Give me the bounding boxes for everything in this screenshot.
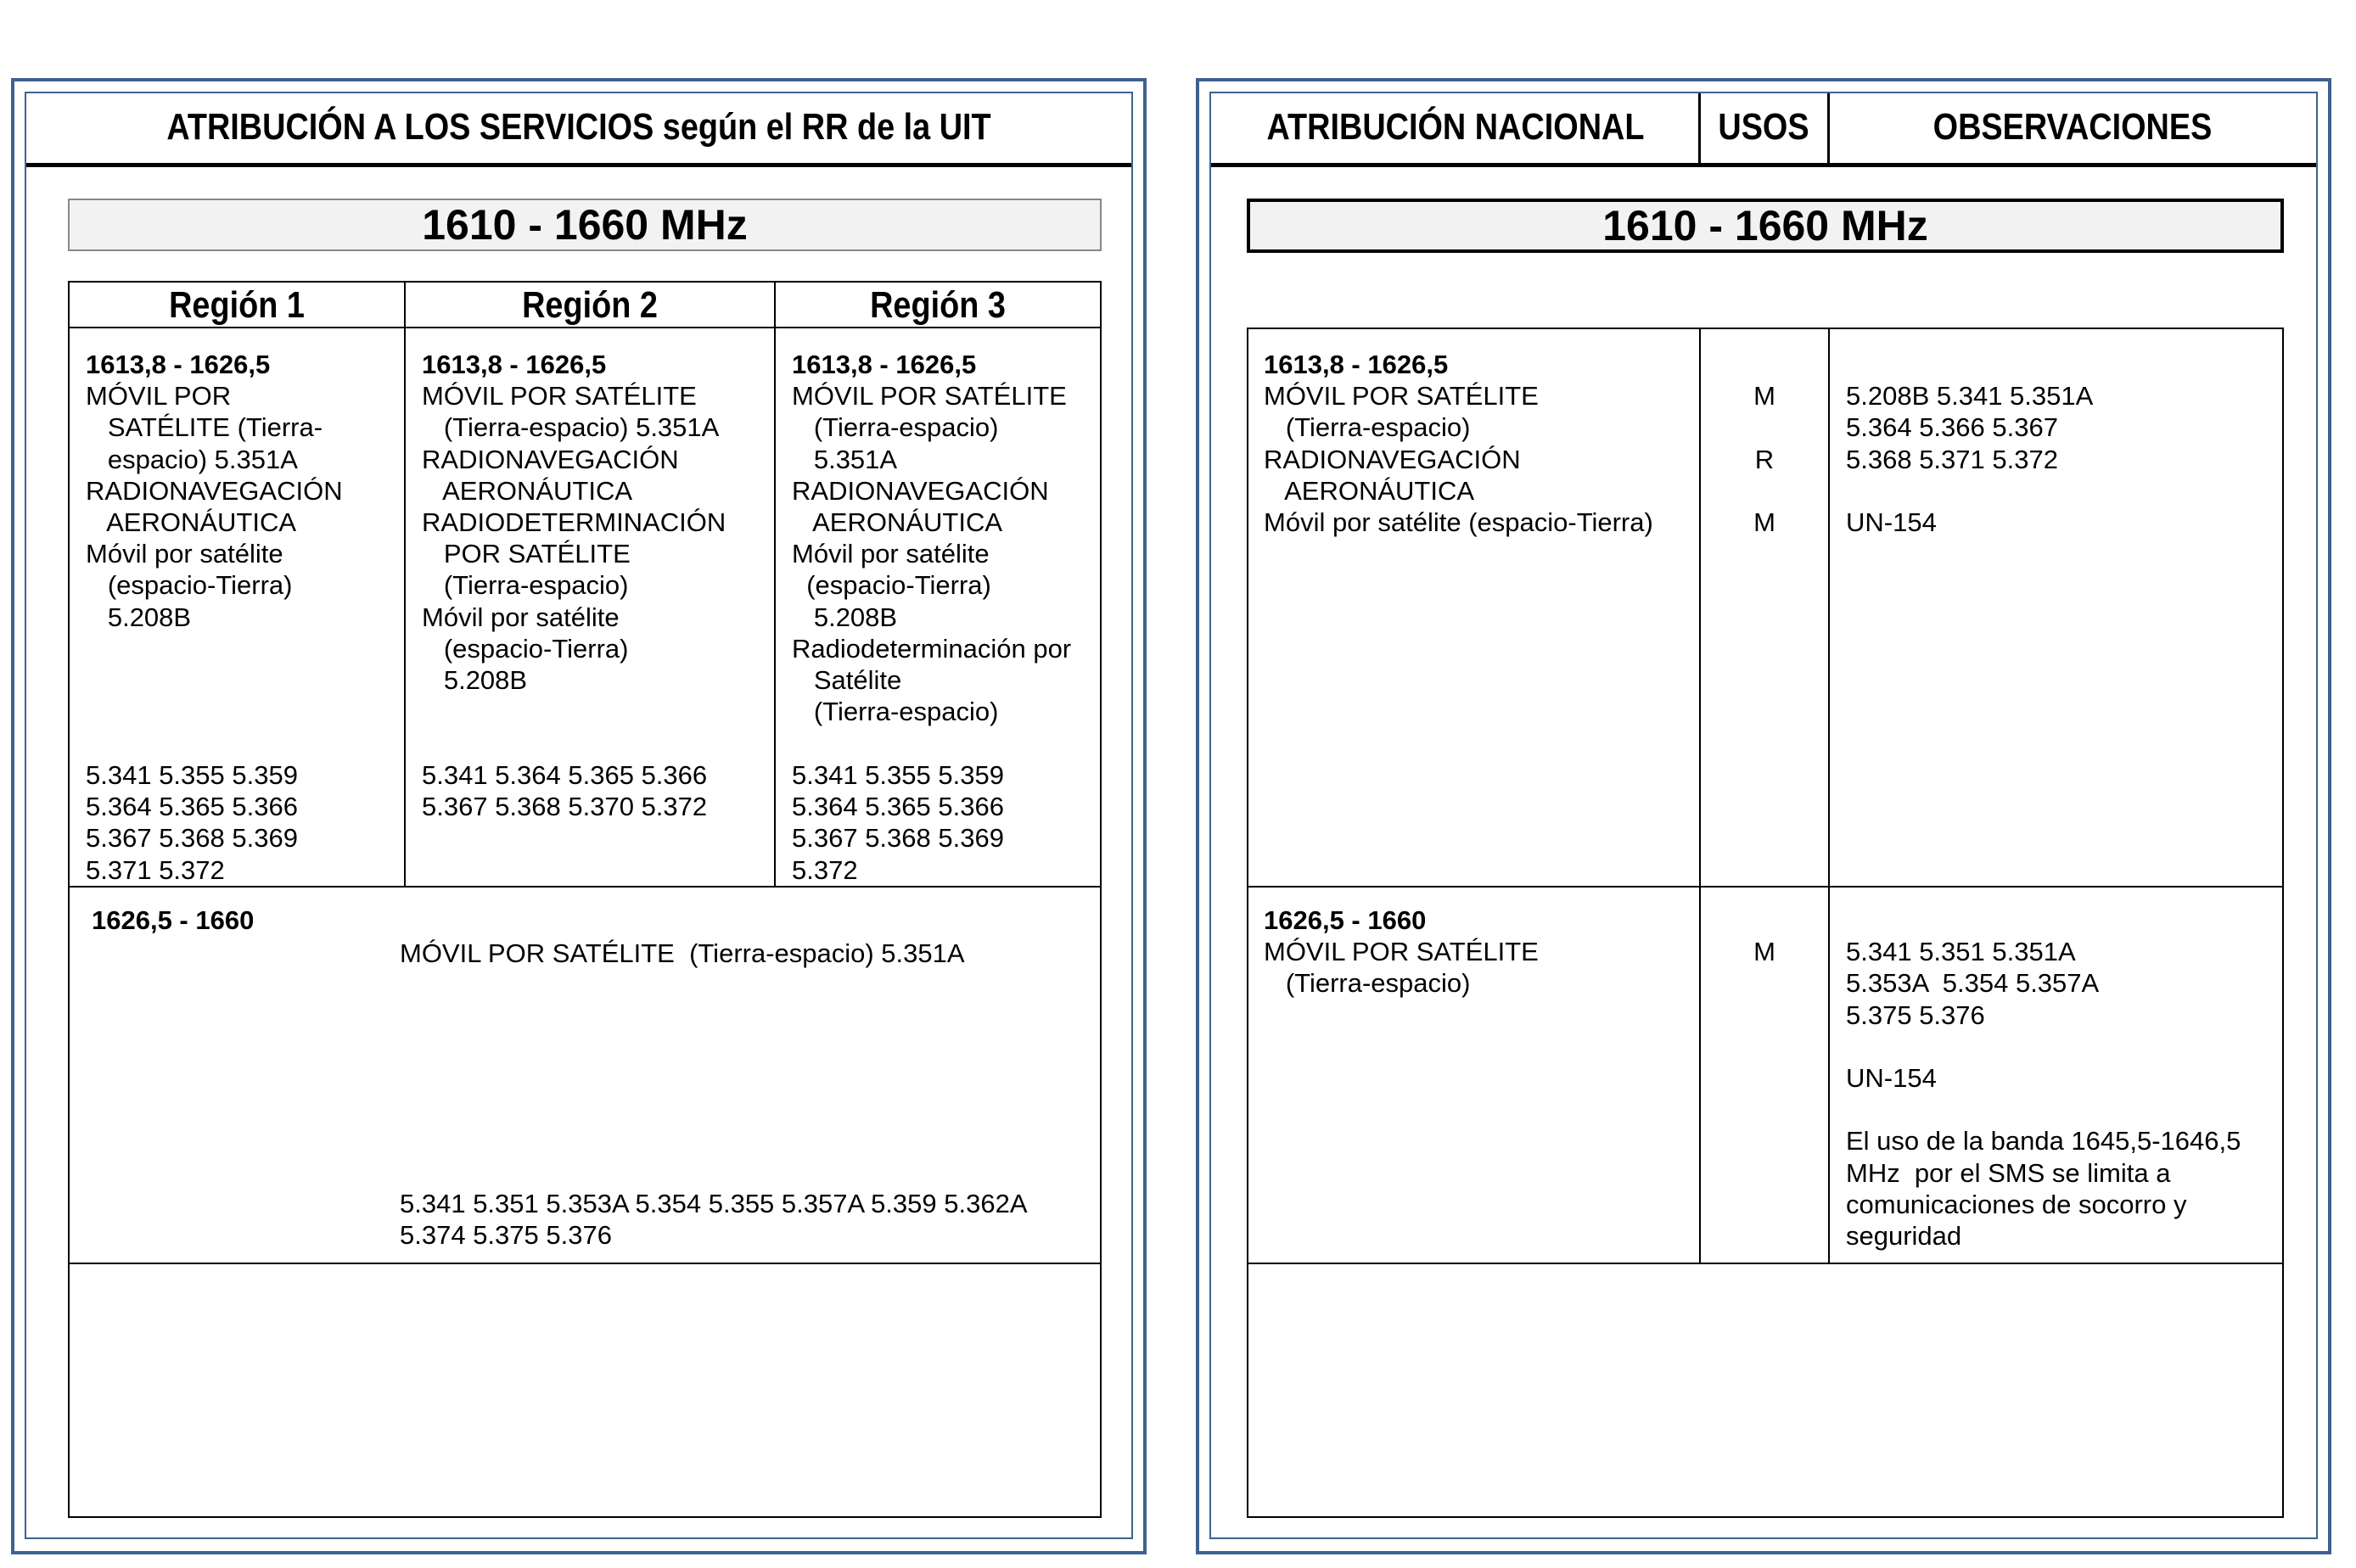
cell-line: 1613,8 - 1626,5: [86, 350, 271, 379]
cell-line: MÓVIL POR SATÉLITE: [792, 381, 1067, 412]
cell-line: 5.341 5.351 5.353A 5.354 5.355 5.357A 5.359 5.362A: [400, 1189, 1028, 1218]
right-header-rule: [1211, 163, 2316, 167]
cell-line: [1701, 349, 1828, 380]
cell-line: MÓVIL POR SATÉLITE: [422, 381, 697, 412]
cell-line: RADIODETERMINACIÓN: [422, 507, 726, 538]
cell-line: Satélite: [792, 665, 902, 696]
cell-line: 5.364 5.365 5.366: [792, 792, 1004, 822]
region-2-footnotes: [422, 759, 707, 822]
cell-line: 1613,8 - 1626,5: [422, 350, 607, 379]
cell-line: 5.353A 5.354 5.357A: [1846, 968, 2100, 999]
national-row1-attribution: [1264, 349, 1653, 538]
left-row-divider-2: [68, 1263, 1102, 1264]
cell-line: AERONÁUTICA: [422, 475, 633, 506]
national-row2-observaciones: [1846, 904, 2241, 1252]
cell-line: M: [1753, 937, 1775, 967]
right-header-divider-2: [1827, 93, 1830, 165]
cell-line: M: [1753, 381, 1775, 412]
cell-line: [1846, 904, 2241, 936]
cell-line: 5.208B: [422, 665, 528, 696]
left-col-divider-2: [774, 281, 776, 888]
cell-line: 1613,8 - 1626,5: [1264, 350, 1449, 379]
cell-line: RADIONAVEGACIÓN: [86, 475, 343, 506]
national-row2-attribution: [1264, 904, 1539, 1000]
left-table-header-line: [68, 327, 1102, 328]
left-row2-footnotes: [400, 1188, 1028, 1251]
region-3-footnotes: [792, 759, 1004, 886]
cell-line: MÓVIL POR: [86, 381, 232, 412]
cell-line: RADIONAVEGACIÓN: [1264, 444, 1521, 474]
right-row-divider-1: [1247, 886, 2284, 888]
cell-line: (espacio-Tierra): [792, 570, 991, 601]
cell-line: 5.208B: [792, 602, 898, 632]
cell-line: 5.367 5.368 5.369: [792, 823, 1004, 854]
right-row-divider-2: [1247, 1263, 2284, 1264]
cell-line: 5.208B: [86, 602, 192, 632]
cell-line: comunicaciones de socorro y: [1846, 1189, 2187, 1219]
region-2-services: [422, 349, 726, 696]
cell-line: 5.364 5.366 5.367: [1846, 412, 2058, 443]
cell-line: [1846, 475, 2093, 507]
cell-line: RADIONAVEGACIÓN: [792, 475, 1049, 506]
national-row1-usos: [1701, 349, 1828, 538]
cell-line: 5.367 5.368 5.370 5.372: [422, 792, 708, 822]
cell-line: (Tierra-espacio): [422, 570, 629, 601]
cell-line: SATÉLITE (Tierra-: [86, 412, 323, 443]
cell-line: 5.351A: [792, 444, 898, 474]
cell-line: seguridad: [1846, 1221, 1962, 1252]
cell-line: (Tierra-espacio) 5.351A: [422, 412, 720, 443]
cell-line: POR SATÉLITE: [422, 539, 631, 569]
cell-line: espacio) 5.351A: [86, 444, 298, 474]
cell-line: [1701, 412, 1828, 443]
left-col-divider-1: [404, 281, 406, 888]
cell-line: 5.371 5.372: [86, 854, 225, 885]
cell-line: (espacio-Tierra): [422, 633, 629, 664]
cell-line: 5.341 5.355 5.359: [86, 760, 298, 790]
right-header-national: ATRIBUCIÓN NACIONAL: [1266, 106, 1645, 148]
left-header-title: ATRIBUCIÓN A LOS SERVICIOS según el RR de la UIT: [166, 106, 991, 148]
right-header-divider-1: [1698, 93, 1701, 165]
cell-line: Móvil por satélite: [422, 602, 620, 632]
cell-line: 1626,5 - 1660: [1264, 905, 1427, 935]
right-header-observaciones: OBSERVACIONES: [1932, 106, 2213, 148]
cell-line: UN-154: [1846, 507, 1937, 538]
region-1-header: Región 1: [169, 284, 305, 326]
cell-line: R: [1754, 444, 1775, 474]
cell-line: Móvil por satélite: [86, 539, 283, 569]
cell-line: AERONÁUTICA: [86, 507, 297, 538]
cell-line: UN-154: [1846, 1063, 1937, 1094]
cell-line: MÓVIL POR SATÉLITE: [1264, 937, 1539, 967]
cell-line: MÓVIL POR SATÉLITE: [1264, 381, 1539, 412]
cell-line: AERONÁUTICA: [1264, 475, 1475, 506]
cell-line: MHz por el SMS se limita a: [1846, 1157, 2171, 1188]
cell-line: [1701, 475, 1828, 507]
cell-line: 5.341 5.364 5.365 5.366: [422, 760, 708, 790]
national-row2-usos: [1701, 904, 1828, 967]
cell-line: M: [1753, 507, 1775, 538]
cell-line: 5.341 5.355 5.359: [792, 760, 1004, 790]
cell-line: 5.375 5.376: [1846, 1000, 1985, 1030]
right-header-usos: USOS: [1718, 106, 1809, 148]
cell-line: 5.208B 5.341 5.351A: [1846, 381, 2094, 412]
cell-line: RADIONAVEGACIÓN: [422, 444, 679, 474]
cell-line: 5.368 5.371 5.372: [1846, 444, 2058, 474]
region-3-header: Región 3: [870, 284, 1006, 326]
cell-line: [1846, 349, 2093, 380]
national-row1-observaciones: [1846, 349, 2093, 538]
cell-line: AERONÁUTICA: [792, 507, 1003, 538]
region-1-services: [86, 349, 343, 633]
cell-line: (Tierra-espacio): [1264, 968, 1471, 999]
cell-line: (Tierra-espacio): [792, 697, 999, 727]
left-row2-range: 1626,5 - 1660: [92, 905, 255, 935]
cell-line: 5.367 5.368 5.369: [86, 823, 298, 854]
cell-line: 5.374 5.375 5.376: [400, 1220, 612, 1251]
cell-line: 1613,8 - 1626,5: [792, 350, 977, 379]
cell-line: 5.372: [792, 854, 858, 885]
right-band-title: 1610 - 1660 MHz: [1247, 199, 2284, 253]
cell-line: [1701, 904, 1828, 936]
cell-line: 5.364 5.365 5.366: [86, 792, 298, 822]
left-row-divider-1: [68, 886, 1102, 888]
cell-line: (Tierra-espacio): [792, 412, 999, 443]
cell-line: (Tierra-espacio): [1264, 412, 1471, 443]
cell-line: Radiodeterminación por: [792, 633, 1072, 664]
left-band-title: 1610 - 1660 MHz: [68, 199, 1102, 251]
cell-line: Móvil por satélite: [792, 539, 990, 569]
cell-line: [1846, 1031, 2241, 1062]
region-1-footnotes: [86, 759, 298, 886]
left-row2-service: MÓVIL POR SATÉLITE (Tierra-espacio) 5.351A: [400, 938, 965, 968]
cell-line: El uso de la banda 1645,5-1646,5: [1846, 1126, 2241, 1156]
region-3-services: [792, 349, 1071, 727]
right-col-divider-2: [1828, 328, 1830, 1264]
cell-line: (espacio-Tierra): [86, 570, 293, 601]
cell-line: 5.341 5.351 5.351A: [1846, 937, 2076, 967]
left-header-rule: [26, 163, 1131, 167]
region-2-header: Región 2: [522, 284, 658, 326]
cell-line: [1846, 1094, 2241, 1125]
cell-line: Móvil por satélite (espacio-Tierra): [1264, 507, 1653, 538]
